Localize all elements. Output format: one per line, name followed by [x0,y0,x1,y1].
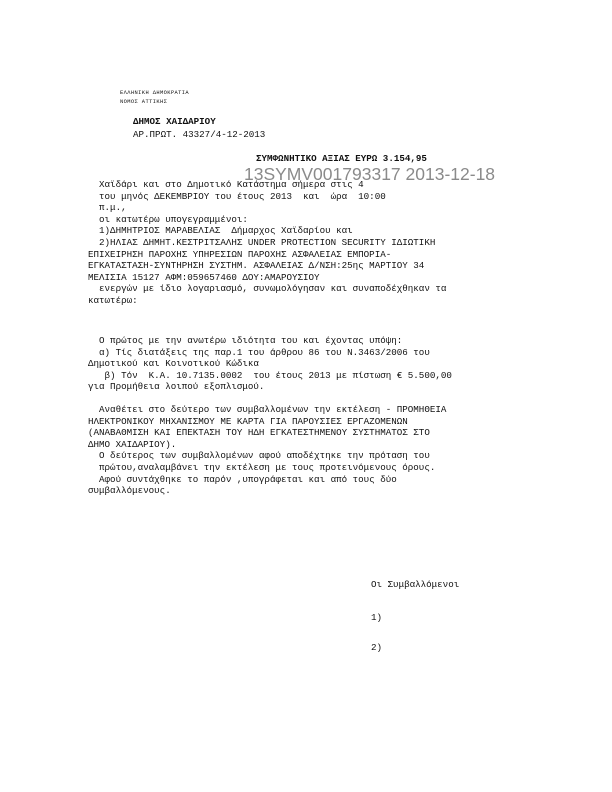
protocol-number: ΑΡ.ΠΡΩΤ. 43327/4-12-2013 [133,129,266,140]
text-line: κατωτέρω: [88,295,138,306]
text-line: Ο δεύτερος των συμβαλλομένων αφού αποδέχτηκε την πρόταση του [88,450,430,462]
text-line: π.μ., [88,202,127,214]
text-line: β) Τόν Κ.Α. 10.7135.0002 του έτους 2013 με πίστωση € 5.500,00 [88,369,452,381]
municipality-name: ΔΗΜΟΣ ΧΑΙΔΑΡΙΟΥ [133,116,216,127]
text-line: ΔΗΜΟ ΧΑΙΔΑΡΙΟΥ). [88,438,177,450]
signature-line-1: 1) [371,612,383,623]
text-line: (ΑΝΑΒΑΘΜΙΣΗ ΚΑΙ ΕΠΕΚΤΑΣΗ ΤΟΥ ΗΔΗ ΕΓΚΑΤΕΣΤΗΜΕΝΟΥ ΣΥΣΤΗΜΑΤΟΣ ΣΤΟ [88,427,430,439]
text-line: συμβαλλόμενους. [88,485,171,497]
text-line: ενεργών με ίδιο λογαριασμό, συνωμολόγησαν και συναποδέχθηκαν τα [88,283,447,295]
text-line: 2)ΗΛΙΑΣ ΔΗΜΗΤ.ΚΕΣΤΡΙΤΣΑΛΗΣ UNDER PROTECTION SECURITY ΙΔΙΩΤΙΚΗ [88,237,436,248]
text-line: πρώτου,αναλαμβάνει την εκτέλεση με τους προτεινόμενους όρους. [88,462,436,473]
text-line: οι κατωτέρω υπογεγραμμένοι: [88,213,248,225]
text-line: του μηνός ΔΕΚΕΜΒΡΙΟΥ του έτους 2013 και ώρα 10:00 [88,190,386,202]
document-title: ΣΥΜΦΩΝΗΤΙΚΟ ΑΞΙΑΣ ΕΥΡΩ 3.154,95 [256,153,427,164]
text-line: Αφού συντάχθηκε το παρόν ,υπογράφεται και από τους δύο [88,473,397,485]
text-line: 1)ΔΗΜΗΤΡΙΟΣ ΜΑΡΑΒΕΛΙΑΣ Δήμαρχος Χαϊδαρίου και [88,225,353,237]
text-line: ΕΓΚΑΤΑΣΤΑΣΗ-ΣΥΝΤΗΡΗΣΗ ΣΥΣΤΗΜ. ΑΣΦΑΛΕΙΑΣ Δ/ΝΣΗ:25ης ΜΑΡΤΙΟΥ 34 [88,260,425,272]
text-line: ΜΕΛΙΣΙΑ 15127 ΑΦΜ:059657460 ΔΟΥ:ΑΜΑΡΟΥΣΙΟΥ [88,271,320,283]
signature-line-2: 2) [371,642,383,653]
text-line: Ο πρώτος με την ανωτέρω ιδιότητα του και έχοντας υπόψη: [88,335,403,346]
signatories-heading: Οι Συμβαλλόμενοι [371,579,460,590]
text-line: ΗΛΕΚΤΡΟΝΙΚΟΥ ΜΗΧΑΝΙΣΜΟΥ ΜΕ ΚΑΡΤΑ ΓΙΑ ΠΑΡΟΥΣΙΕΣ ΕΡΓΑΖΟΜΕΝΩΝ [88,415,408,427]
text-line: για Προμήθεια λοιπού εξοπλισμού. [88,381,265,393]
text-line: Δημοτικού και Κοινοτικού Κώδικα [88,358,259,370]
text-line: ΕΠΙΧΕΙΡΗΣΗ ΠΑΡΟΧΗΣ ΥΠΗΡΕΣΙΩΝ ΠΑΡΟΧΗΣ ΑΣΦΑΛΕΙΑΣ ΕΜΠΟΡΙΑ- [88,248,392,260]
registry-stamp: 13SYMV001793317 2013-12-18 [244,164,496,184]
prefecture-header: ΝΟΜΟΣ ΑΤΤΙΚΗΣ [120,99,168,105]
text-line: Αναθέτει στο δεύτερο των συμβαλλομένων την εκτέλεση - ΠΡΟΜΗΘΕΙΑ [88,404,447,415]
republic-header: ΕΛΛΗΝΙΚΗ ΔΗΜΟΚΡΑΤΙΑ [120,90,190,96]
text-line: Χαϊδάρι και στο Δημοτικό Κατάστημα σήμερα στις 4 [88,179,364,190]
text-line: α) Τίς διατάξεις της παρ.1 του άρθρου 86 του Ν.3463/2006 του [88,346,430,358]
